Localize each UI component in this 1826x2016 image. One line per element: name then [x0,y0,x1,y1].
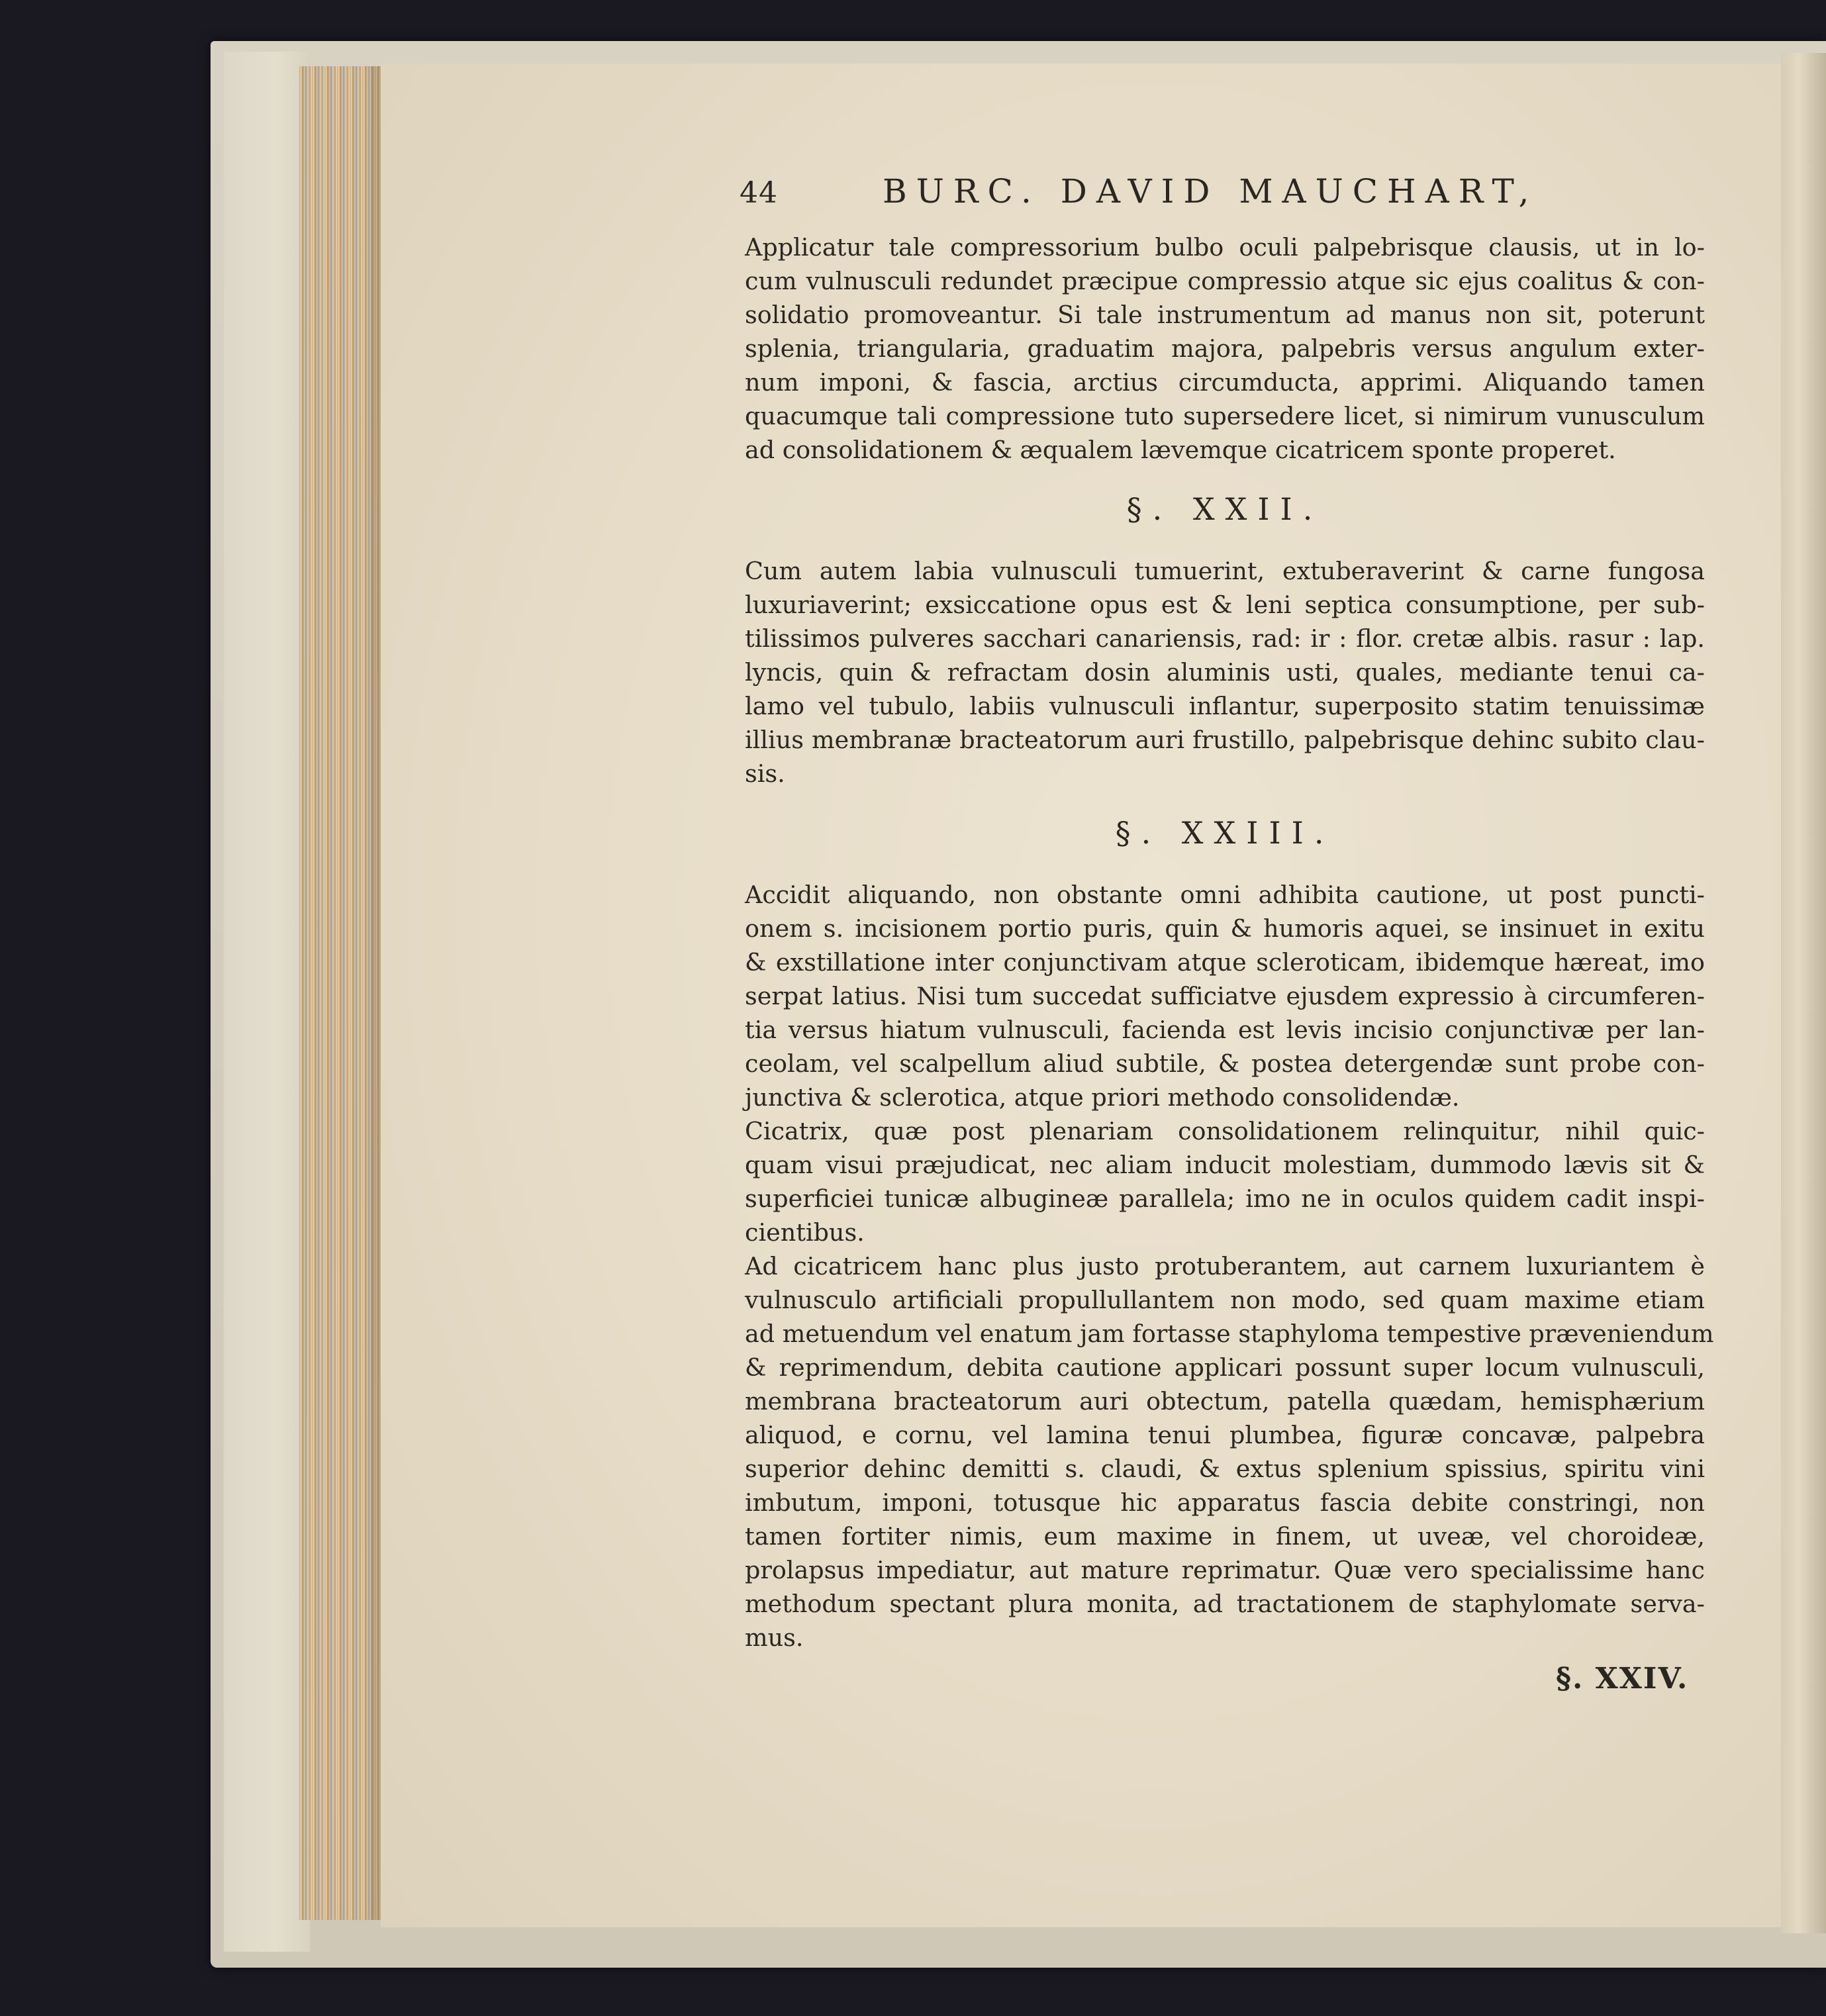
catchword: §. XXIV. [1556,1662,1689,1696]
text-line: onem s. incisionem portio puris, quin & humoris aquei, se insinuet in exitu [745,914,1705,943]
right-page-edge [1781,53,1826,1933]
section-heading-xxii: §. XXII. [1126,491,1323,527]
text-line: serpat latius. Nisi tum succedat sufficiatve ejusdem expressio à circumferen- [745,982,1705,1010]
text-line: prolapsus impediatur, aut mature reprimatur. Quæ vero specialissime hanc [745,1556,1705,1584]
text-line: imbutum, imponi, totusque hic apparatus fascia debite constringi, non [745,1488,1705,1517]
text-line: tilissimos pulveres sacchari canariensis, rad: ir : flor. cretæ albis. rasur : lap. [745,624,1705,653]
paragraph-section-xxiii-a [745,878,1705,1114]
text-line: superficiei tunicæ albugineæ parallela; imo ne in oculos quidem cadit inspi- [745,1184,1705,1213]
paragraph-section-xxii [745,554,1705,791]
text-line: cum vulnusculi redundet præcipue compressio atque sic ejus coalitus & con- [745,267,1705,295]
text-line: tia versus hiatum vulnusculi, facienda est levis incisio conjunctivæ per lan- [745,1016,1705,1044]
paragraph-compressorium [745,230,1705,467]
text-line: Ad cicatricem hanc plus justo protuberantem, aut carnem luxuriantem è [745,1252,1705,1280]
text-line: ceolam, vel scalpellum aliud subtile, & postea detergendæ sunt probe con- [745,1049,1705,1078]
text-line: tamen fortiter nimis, eum maxime in finem, ut uveæ, vel choroideæ, [745,1522,1705,1551]
running-head-title: BURC. DAVID MAUCHART, [883,172,1539,211]
text-line: sis. [745,759,785,788]
text-line: ad consolidationem & æqualem lævemque cicatricem sponte properet. [745,436,1616,464]
page-number: 44 [740,176,778,210]
text-line: membrana bracteatorum auri obtectum, patella quædam, hemisphærium [745,1387,1705,1416]
section-heading-xxiii: §. XXIII. [1115,815,1335,851]
running-head [740,172,1705,212]
text-line: methodum spectant plura monita, ad tractationem de staphylomate serva- [745,1590,1705,1618]
page-text-block [740,172,1714,1655]
text-line: quacumque tali compressione tuto supersedere licet, si nimirum vunusculum [745,402,1705,430]
text-line: Accidit aliquando, non obstante omni adhibita cautione, ut post puncti- [745,881,1705,909]
text-line: junctiva & sclerotica, atque priori methodo consolidendæ. [745,1083,1460,1112]
text-line: superior dehinc demitti s. claudi, & extus splenium spissius, spiritu vini [745,1455,1705,1483]
text-line: num imponi, & fascia, arctius circumducta, apprimi. Aliquando tamen [745,368,1705,397]
text-line: quam visui præjudicat, nec aliam inducit molestiam, dummodo lævis sit & [745,1151,1705,1179]
text-line: cientibus. [745,1218,865,1247]
text-line: splenia, triangularia, graduatim majora, palpebris versus angulum exter- [745,334,1705,363]
flyleaf [224,52,310,1952]
paragraph-section-xxiii-b [745,1114,1705,1249]
text-line: aliquod, e cornu, vel lamina tenui plumbea, figuræ concavæ, palpebra [745,1421,1705,1449]
text-line: vulnusculo artificiali propullullantem non modo, sed quam maxime etiam [745,1286,1705,1314]
paragraph-section-xxiii-c [745,1249,1714,1655]
text-line: ad metuendum vel enatum jam fortasse staphyloma tempestive præveniendum [745,1320,1714,1348]
text-line: Cicatrix, quæ post plenariam consolidationem relinquitur, nihil quic- [745,1117,1705,1145]
text-line: illius membranæ bracteatorum auri frustillo, palpebrisque dehinc subito clau- [745,726,1705,754]
text-line: & reprimendum, debita cautione applicari possunt super locum vulnusculi, [745,1353,1705,1382]
text-line: luxuriaverint; exsiccatione opus est & leni septica consumptione, per sub- [745,591,1705,619]
text-line: solidatio promoveantur. Si tale instrumentum ad manus non sit, poterunt [745,301,1705,329]
text-line: mus. [745,1623,804,1652]
text-line: lamo vel tubulo, labiis vulnusculi inflantur, superposito statim tenuissimæ [745,692,1705,720]
text-line: Applicatur tale compressorium bulbo oculi palpebrisque clausis, ut in lo- [745,233,1705,262]
text-line: & exstillatione inter conjunctivam atque scleroticam, ibidemque hæreat, imo [745,948,1705,977]
text-line: lyncis, quin & refractam dosin aluminis usti, quales, mediante tenui ca- [745,658,1705,687]
text-line: Cum autem labia vulnusculi tumuerint, extuberaverint & carne fungosa [745,557,1705,585]
